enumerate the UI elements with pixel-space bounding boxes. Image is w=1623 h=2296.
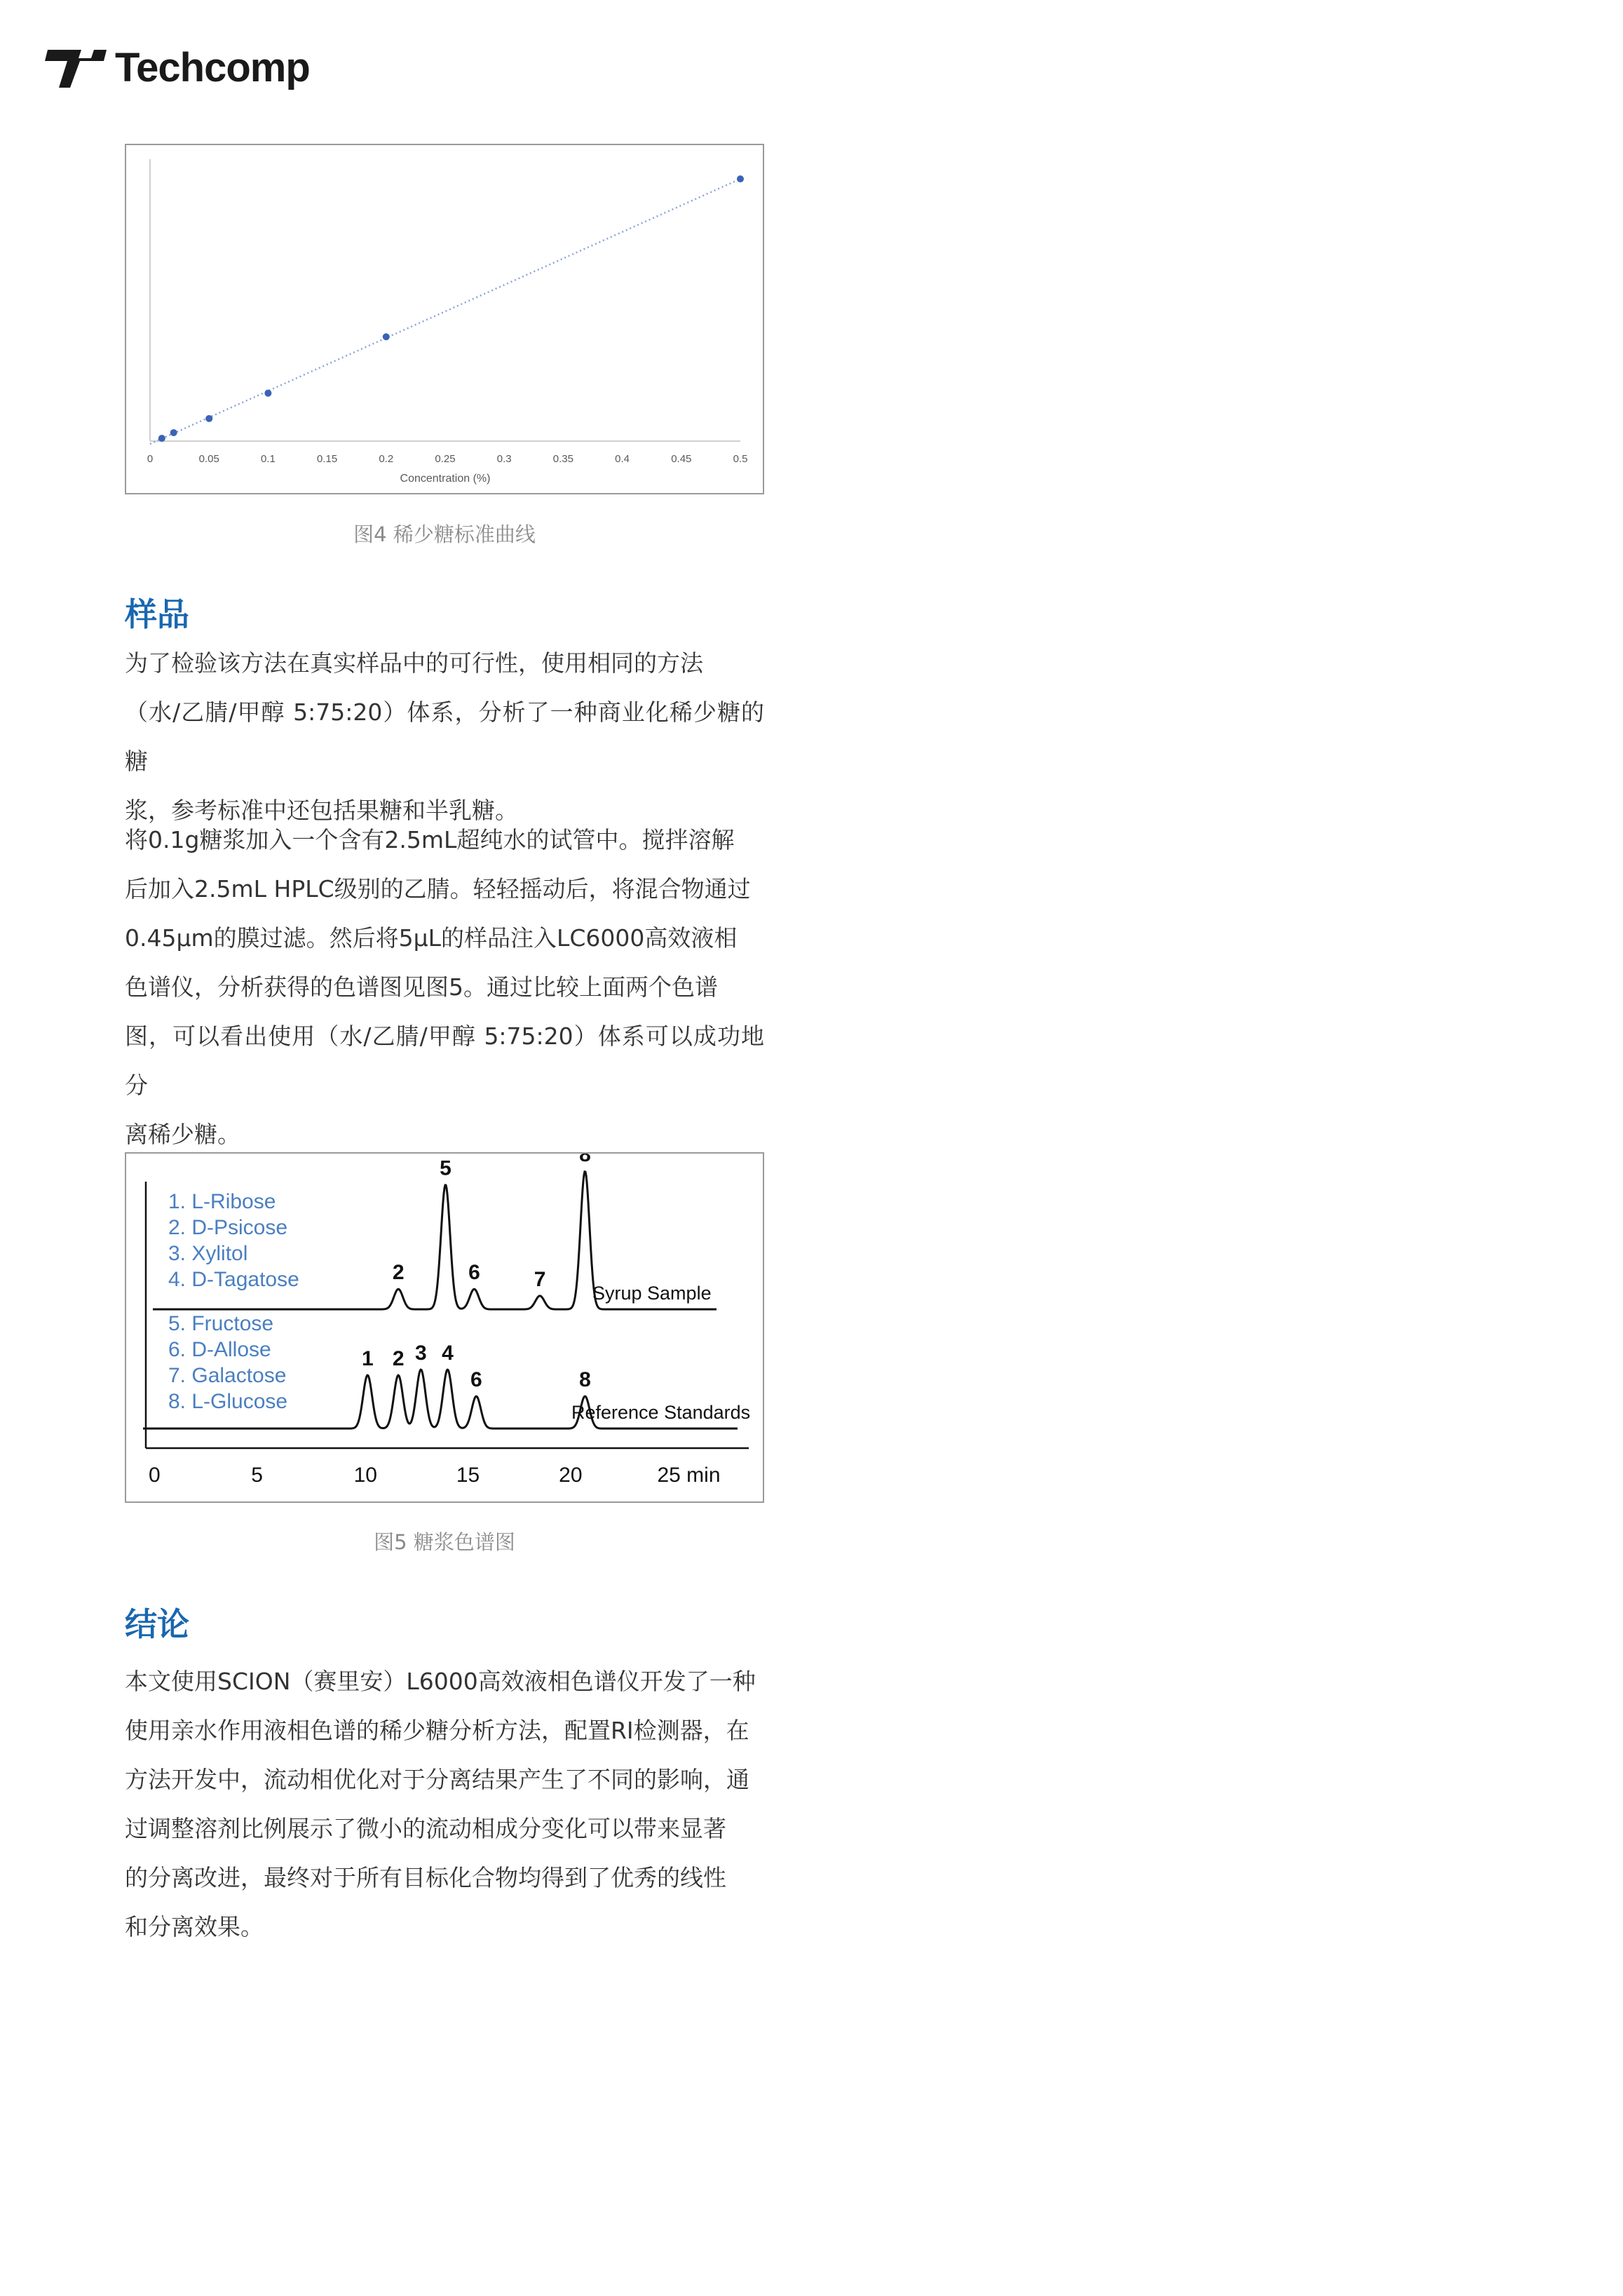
x-tick-label: 10 <box>353 1464 377 1487</box>
x-tick-label: 0.1 <box>260 453 276 465</box>
text-line: 浆，参考标准中还包括果糖和半乳糖。 <box>125 797 518 824</box>
conclusion-paragraph <box>125 1657 764 1952</box>
text-line: 方法开发中，流动相优化对于分离结果产生了不同的影响，通 <box>125 1766 749 1793</box>
x-tick-label: 15 <box>456 1464 480 1487</box>
peak-label: 8 <box>579 1154 591 1167</box>
peak-label: 2 <box>392 1261 405 1285</box>
text-line: （水/乙腈/甲醇 5:75:20）体系，分析了一种商业化稀少糖的糖 <box>125 698 764 775</box>
x-tick-label: 0.4 <box>615 453 630 465</box>
text-line: 0.45μm的膜过滤。然后将5μL的样品注入LC6000高效液相 <box>125 924 738 952</box>
legend-item: 1. L-Ribose <box>168 1190 276 1213</box>
text-line: 色谱仪，分析获得的色谱图见图5。通过比较上面两个色谱 <box>125 973 718 1001</box>
sample-paragraph-2 <box>125 816 764 1159</box>
trendline <box>150 179 740 444</box>
x-axis-label: Concentration (%) <box>400 473 491 485</box>
data-point <box>383 333 390 340</box>
legend-item: 6. D-Allose <box>168 1338 271 1361</box>
text-line: 过调整溶剂比例展示了微小的流动相成分变化可以带来显著 <box>125 1815 726 1842</box>
peak-label: 1 <box>361 1347 374 1370</box>
x-tick-label: 0 <box>147 453 154 465</box>
text-line: 图，可以看出使用（水/乙腈/甲醇 5:75:20）体系可以成功地分 <box>125 1022 764 1099</box>
x-tick-label: 0.45 <box>671 453 692 465</box>
series-name-label: Syrup Sample <box>592 1283 712 1304</box>
data-point <box>170 429 177 436</box>
series-name-label: Reference Standards <box>571 1402 751 1423</box>
x-tick-label: 0.05 <box>198 453 219 465</box>
text-line: 离稀少糖。 <box>125 1121 240 1148</box>
x-tick-label: 0 <box>149 1464 161 1487</box>
text-line: 和分离效果。 <box>125 1913 264 1940</box>
x-tick-label: 20 <box>559 1464 583 1487</box>
figure4-frame <box>125 144 764 494</box>
peak-label: 2 <box>392 1347 405 1370</box>
peak-label: 3 <box>415 1342 427 1365</box>
peak-label: 7 <box>534 1267 546 1291</box>
x-tick-label: 0.35 <box>552 453 574 465</box>
logo-text: Techcomp <box>115 44 310 90</box>
text-line: 使用亲水作用液相色谱的稀少糖分析方法，配置RI检测器，在 <box>125 1717 749 1744</box>
text-line: 后加入2.5mL HPLC级别的乙腈。轻轻摇动后，将混合物通过 <box>125 875 751 903</box>
legend-item: 7. Galactose <box>168 1364 287 1387</box>
section-conclusion-title: 结论 <box>125 1605 189 1643</box>
x-tick-label: 0.25 <box>435 453 456 465</box>
data-point <box>158 435 165 442</box>
peak-label: 6 <box>470 1368 482 1391</box>
brand-logo <box>45 39 310 95</box>
x-tick-label: 5 <box>251 1464 263 1487</box>
techcomp-logo-icon <box>45 43 108 92</box>
chromatogram-chart <box>126 1154 763 1501</box>
figure5-frame <box>125 1152 764 1503</box>
figure4-caption: 图4 稀少糖标准曲线 <box>353 522 536 546</box>
x-tick-label: 0.5 <box>733 453 748 465</box>
text-line: 的分离改进，最终对于所有目标化合物均得到了优秀的线性 <box>125 1864 726 1891</box>
x-tick-label: 0.15 <box>316 453 338 465</box>
text-line: 将0.1g糖浆加入一个含有2.5mL超纯水的试管中。搅拌溶解 <box>125 826 735 853</box>
legend-item: 3. Xylitol <box>168 1242 248 1265</box>
data-point <box>264 390 271 397</box>
legend-item: 2. D-Psicose <box>168 1216 288 1239</box>
legend-item: 5. Fructose <box>168 1312 274 1335</box>
legend-item: 8. L-Glucose <box>168 1390 288 1413</box>
x-tick-label: 0.3 <box>496 453 512 465</box>
peak-label: 8 <box>579 1368 591 1391</box>
x-tick-label: 0.2 <box>379 453 394 465</box>
section-sample-title: 样品 <box>125 595 189 633</box>
calibration-chart <box>126 145 763 493</box>
text-line: 本文使用SCION（赛里安）L6000高效液相色谱仪开发了一种 <box>125 1668 756 1695</box>
data-point <box>205 415 212 422</box>
sample-paragraph-1 <box>125 639 764 835</box>
peak-label: 6 <box>468 1261 480 1285</box>
x-tick-label: 25 min <box>657 1464 721 1487</box>
legend-item: 4. D-Tagatose <box>168 1268 299 1291</box>
peak-label: 5 <box>440 1156 451 1180</box>
peak-label: 4 <box>442 1342 454 1365</box>
figure5-caption: 图5 糖浆色谱图 <box>374 1530 515 1554</box>
data-point <box>737 175 744 182</box>
text-line: 为了检验该方法在真实样品中的可行性，使用相同的方法 <box>125 649 703 677</box>
